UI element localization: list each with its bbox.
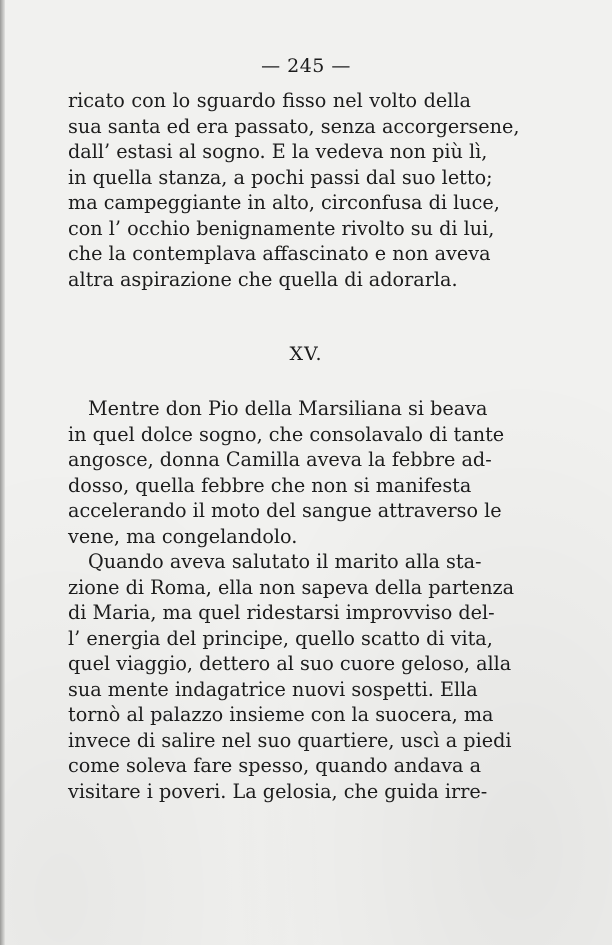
text-line: quel viaggio, dettero al suo cuore geloso, alla	[68, 652, 512, 675]
text-line: in quella stanza, a pochi passi dal suo letto;	[68, 165, 493, 189]
text-line: di Maria, ma quel ridestarsi improvviso del-	[68, 601, 495, 624]
text-line: accelerando il moto del sangue attraverso le	[68, 499, 502, 522]
text-line: ma campeggiante in alto, circonfusa di luce,	[68, 191, 500, 214]
text-line: vene, ma congelandolo.	[68, 524, 298, 548]
text-line: Mentre don Pio della Marsiliana si beava	[88, 397, 488, 420]
text-line: con l’ occhio benignamente rivolto su di lui,	[68, 216, 495, 240]
text-line: sua mente indagatrice nuovi sospetti. Ella	[68, 677, 478, 701]
text-line: visitare i poveri. La gelosia, che guida irre-	[68, 779, 488, 803]
text-line: in quel dolce sogno, che consolavalo di tante	[68, 422, 505, 446]
paragraph-continuation	[68, 88, 520, 292]
text-line: tornò al palazzo insieme con la suocera, ma	[68, 703, 494, 726]
chapter-body	[68, 396, 515, 804]
text-line: zione di Roma, ella non sapeva della partenza	[68, 575, 515, 599]
text-line: invece di salire nel suo quartiere, uscì a piedi	[68, 728, 512, 752]
text-line: dall’ estasi al sogno. E la vedeva non più lì,	[68, 140, 488, 163]
page-number-header: — 245 —	[261, 55, 351, 77]
text-line: come soleva fare spesso, quando andava a	[68, 754, 482, 777]
text-line: angosce, donna Camilla aveva la febbre ad-	[68, 448, 492, 471]
text-line: sua santa ed era passato, senza accorgersene,	[68, 114, 520, 138]
text-line: altra aspirazione che quella di adorarla.	[68, 267, 458, 291]
text-line: che la contemplava affascinato e non aveva	[68, 242, 491, 265]
text-line: ricato con lo sguardo fisso nel volto della	[68, 89, 471, 112]
page-binding-edge	[0, 0, 5, 945]
text-line: dosso, quella febbre che non si manifesta	[68, 473, 472, 497]
chapter-heading: XV.	[289, 343, 323, 365]
text-line: l’ energia del principe, quello scatto di vita,	[68, 626, 493, 650]
text-line: Quando aveva salutato il marito alla sta-	[88, 550, 482, 573]
